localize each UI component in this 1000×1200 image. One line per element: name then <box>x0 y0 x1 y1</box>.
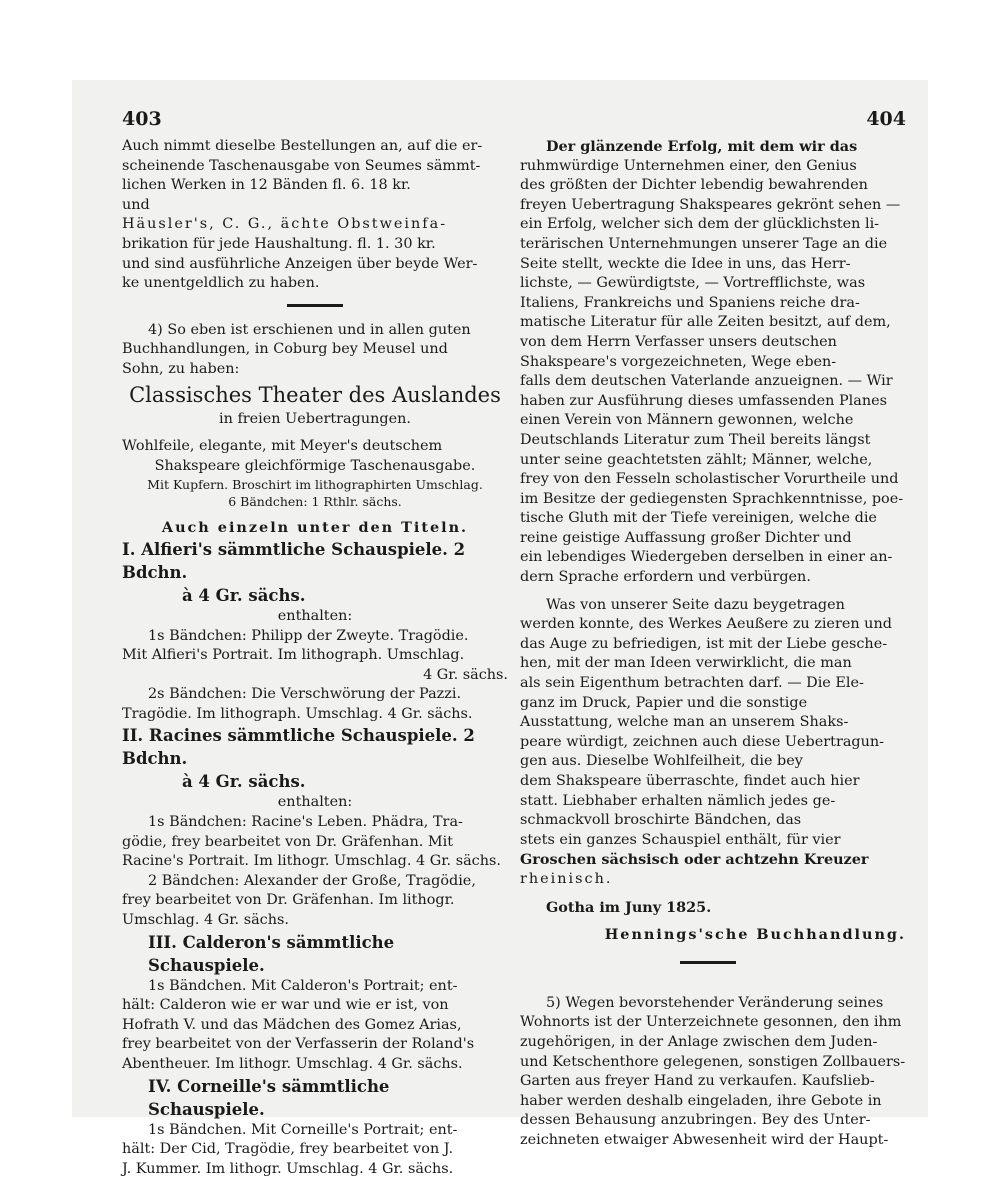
text-line: Auch nimmt dieselbe Bestellungen an, auf die er- <box>122 138 483 154</box>
notice-line: 4) So eben ist erschienen und in allen guten <box>148 321 471 338</box>
section-heading: I. Alfieri's sämmtliche Schauspiele. 2 Bdchn. <box>122 539 466 582</box>
text-line: hen, mit der man Ideen verwirklicht, die man <box>520 655 852 672</box>
book-title: Classisches Theater des Auslandes <box>129 382 501 407</box>
text-line: werden konnte, des Werkes Aeußere zu zieren und <box>520 616 892 633</box>
text-line: Racine's Portrait. Im lithogr. Umschlag. 4 Gr. sächs. <box>122 853 501 870</box>
text-line: stets ein ganzes Schauspiel enthält, für vier <box>520 831 841 848</box>
section-contains: enthalten: <box>277 607 353 624</box>
separator-rule <box>680 961 736 964</box>
text-line: frey bearbeitet von der Verfasserin der Roland's <box>122 1036 475 1053</box>
text-line: ke unentgeldlich zu haben. <box>122 275 320 292</box>
text-line: tische Gluth mit der Tiefe vereinigen, welche die <box>520 510 877 527</box>
text-line: peare würdigt, zeichnen auch diese Uebertragun- <box>520 733 885 750</box>
section-heading: IV. Corneille's sämmtliche Schauspiele. <box>148 1076 390 1119</box>
text-line: brikation für jede Haushaltung. fl. 1. 30 kr. <box>122 235 436 252</box>
right-column <box>520 108 906 1151</box>
text-line: frey von den Fesseln scholastischer Vorurtheile und <box>520 471 899 488</box>
text-line: Abentheuer. Im lithogr. Umschlag. 4 Gr. sächs. <box>122 1056 463 1072</box>
text-line: im Besitze der gediegensten Sprachkenntnisse, poe- <box>520 490 904 507</box>
text-line: schmackvoll broschirte Bändchen, das <box>520 812 802 829</box>
place-date: Gotha im Juny 1825. <box>546 898 712 916</box>
text-line: Italiens, Frankreichs und Spaniens reiche dra- <box>520 294 860 311</box>
section-price: à 4 Gr. sächs. <box>182 585 306 605</box>
section-heading: III. Calderon's sämmtliche Schauspiele. <box>148 932 395 975</box>
text-line: rheinisch. <box>520 870 613 887</box>
text-line: hält: Calderon wie er war und wie er ist, von <box>122 997 449 1014</box>
text-line: Häusler's, C. G., ächte Obstweinfa- <box>122 216 448 233</box>
text-line: lichen Werken in 12 Bänden fl. 6. 18 kr. <box>122 177 411 194</box>
text-line: unter seine geachtetsten zählt; Männer, welche, <box>520 451 873 468</box>
text-line: reine geistige Auffassung großer Dichter und <box>520 529 852 546</box>
text-line: und Ketschenthore gelegenen, sonstigen Zollbauers- <box>520 1053 906 1070</box>
text-line: 1s Bändchen. Mit Corneille's Portrait; ent- <box>148 1121 458 1138</box>
text-line: falls dem deutschen Vaterlande anzueignen. — Wir <box>520 373 893 390</box>
text-line: Mit Alfieri's Portrait. Im lithograph. Umschlag. <box>122 647 465 664</box>
text-line: dessen Behausung anzubringen. Bey des Unter- <box>520 1112 871 1129</box>
single-titles-heading: Auch einzeln unter den Titeln. <box>161 519 469 537</box>
page-number-right: 404 <box>866 108 906 130</box>
text-line: 1s Bändchen: Philipp der Zweyte. Tragödie. <box>148 627 469 644</box>
text-line: gen aus. Dieselbe Wohlfeilheit, die bey <box>520 753 803 770</box>
text-line: zeichneten etwaiger Abwesenheit wird der Haupt- <box>520 1131 889 1148</box>
text-line: Shakspeare's vorgezeichneten, Wege eben- <box>520 353 837 370</box>
text-line: scheinende Taschenausgabe von Seumes sämmt- <box>122 157 481 174</box>
text-line: ein lebendiges Wiedergeben derselben in einer an- <box>520 549 893 566</box>
section-heading: II. Racines sämmtliche Schauspiele. 2 Bdchn. <box>122 726 475 769</box>
text-line: 2s Bändchen: Die Verschwörung der Pazzi. <box>148 686 462 703</box>
separator-rule <box>287 304 343 307</box>
text-line: gödie, frey bearbeitet von Dr. Gräfenhan. Mit <box>122 833 454 850</box>
text-line: zugehörigen, in der Anlage zwischen dem Juden- <box>520 1033 878 1050</box>
text-line: ein Erfolg, welcher sich dem der glücklichsten li- <box>520 216 880 233</box>
text-line: dem Shakspeare überraschte, findet auch hier <box>520 773 860 789</box>
notice-line: Sohn, zu haben: <box>122 360 240 377</box>
scanned-page <box>72 80 928 1177</box>
text-line: hält: Der Cid, Tragödie, frey bearbeitet von J. <box>122 1141 454 1158</box>
section-price: à 4 Gr. sächs. <box>182 772 306 792</box>
text-line: als sein Eigenthum betrachten darf. — Die Ele- <box>520 675 864 692</box>
text-line: Tragödie. Im lithograph. Umschlag. 4 Gr. sächs. <box>122 705 473 722</box>
text-line: lichste, — Gewürdigtste, — Vortrefflichste, was <box>520 275 866 292</box>
text-line: statt. Liebhaber erhalten nämlich jedes ge- <box>520 792 836 809</box>
text-line: dern Sprache erfordern und verbürgen. <box>520 569 811 586</box>
book-description: Shakspeare gleichförmige Taschenausgabe. <box>154 457 476 474</box>
left-column <box>122 108 508 1179</box>
text-line: 1s Bändchen. Mit Calderon's Portrait; ent- <box>148 977 458 994</box>
text-line: ganz im Druck, Papier und die sonstige <box>520 694 808 711</box>
text-line: 5) Wegen bevorstehender Veränderung seines <box>546 994 884 1011</box>
text-line: frey bearbeitet von Dr. Gräfenhan. Im lithogr. <box>122 892 455 909</box>
book-subtitle: in freien Uebertragungen. <box>219 410 411 427</box>
text-line: terärischen Unternehmungen unserer Tage an die <box>520 235 888 252</box>
publisher-signature: Hennings'sche Buchhandlung. <box>604 926 906 944</box>
text-line: Ausstattung, welche man an unserem Shaks- <box>520 714 849 731</box>
text-line: einen Verein von Männern gewonnen, welche <box>520 412 854 429</box>
text-line: matische Literatur für alle Zeiten besitzt, auf dem, <box>520 314 891 331</box>
text-line: Wohnorts ist der Unterzeichnete gesonnen, den ihm <box>520 1014 902 1031</box>
section-contains: enthalten: <box>277 794 353 811</box>
text-line: J. Kummer. Im lithogr. Umschlag. 4 Gr. sächs. <box>122 1160 454 1177</box>
text-line: 1s Bändchen: Racine's Leben. Phädra, Tra- <box>148 814 463 831</box>
book-description: Wohlfeile, elegante, mit Meyer's deutschem <box>122 438 443 455</box>
text-line: haber werden deshalb eingeladen, ihre Gebote in <box>520 1092 882 1109</box>
text-line: Garten aus freyer Hand zu verkaufen. Kaufslieb- <box>520 1073 875 1090</box>
text-line: Was von unserer Seite dazu beygetragen <box>546 596 845 613</box>
text-line: 4 Gr. sächs. <box>423 666 508 683</box>
text-line: des größten der Dichter lebendig bewahrenden <box>520 177 868 194</box>
book-price: Mit Kupfern. Broschirt im lithographirten Umschlag. <box>147 477 483 493</box>
text-line: Seite stellt, weckte die Idee in uns, das Herr- <box>520 255 851 272</box>
notice-line: Buchhandlungen, in Coburg bey Meusel und <box>122 341 448 358</box>
text-line: freyen Uebertragung Shakspeares gekrönt sehen — <box>520 196 901 213</box>
text-line: Deutschlands Literatur zum Theil bereits längst <box>520 431 871 448</box>
text-line: und sind ausführliche Anzeigen über beyde Wer- <box>122 255 478 272</box>
text-line: das Auge zu befriedigen, ist mit der Liebe gesche- <box>520 635 888 652</box>
text-line: ruhmwürdige Unternehmen einer, den Genius <box>520 157 857 174</box>
page-number-left: 403 <box>122 108 162 130</box>
text-line: 2 Bändchen: Alexander der Große, Tragödie, <box>148 872 476 889</box>
text-line: von dem Herrn Verfasser unsers deutschen <box>520 333 837 350</box>
text-line: Groschen sächsisch oder achtzehn Kreuzer <box>520 851 869 869</box>
text-line: Hofrath V. und das Mädchen des Gomez Arias, <box>122 1016 462 1033</box>
text-line: Der glänzende Erfolg, mit dem wir das <box>546 138 858 155</box>
book-price: 6 Bändchen: 1 Rthlr. sächs. <box>228 494 402 510</box>
text-line: Umschlag. 4 Gr. sächs. <box>122 912 289 929</box>
text-line: und <box>122 196 150 213</box>
text-line: haben zur Ausführung dieses umfassenden Planes <box>520 392 888 409</box>
